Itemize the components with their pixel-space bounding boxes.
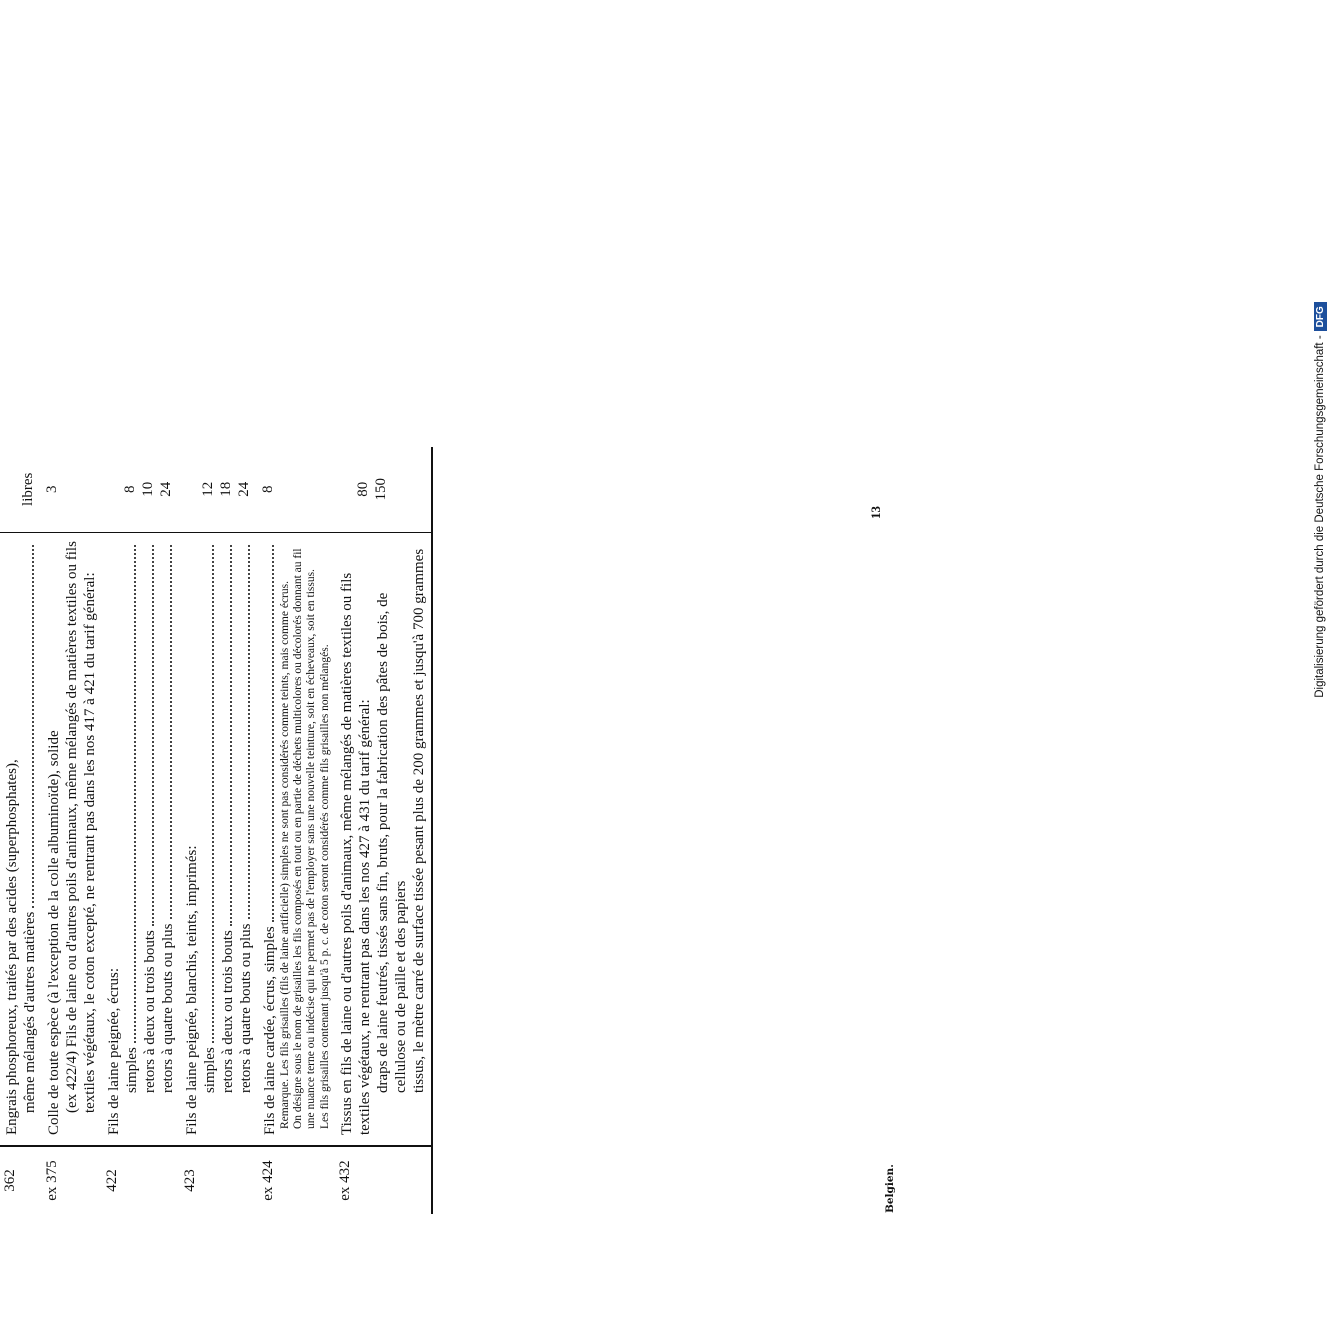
tariff-number: 423 bbox=[180, 1146, 258, 1214]
designation-line bbox=[21, 541, 39, 1135]
designation-text: retors à deux ou trois bouts bbox=[220, 930, 236, 1094]
designation-line bbox=[201, 541, 219, 1135]
designation-line: Colle de toute espèce (à l'exception de la colle albuminoïde), solide bbox=[46, 730, 62, 1136]
designation-line: Fils de laine peignée, écrus: bbox=[106, 968, 122, 1136]
dot-leader bbox=[212, 545, 214, 1043]
dot-leader bbox=[272, 545, 274, 923]
designation-cell bbox=[180, 532, 258, 1146]
tariff-number: 422 bbox=[102, 1146, 180, 1214]
designation-line bbox=[261, 541, 279, 1135]
remark-paragraph: Remarque. Les fils grisailles (fils de laine artificielle) simples ne sont pas considérés comme teints, mais comme écrus. bbox=[279, 581, 291, 1130]
designation-line: (ex 422/4) Fils de laine ou d'autres poils d'animaux, même mélangés de matières textiles ou fils textiles végétaux, le coton excepté, ne rentrant pas dans les nos 417 à 421 du tarif général: bbox=[64, 541, 98, 1114]
table-row bbox=[102, 447, 180, 1214]
designation-line bbox=[410, 541, 428, 1135]
remark-paragraph: Les fils grisailles contenant jusqu'à 5 p. c. de coton seront considérés comme fils grisailles non mélangés. bbox=[318, 644, 331, 1130]
rate-value: 3 bbox=[44, 485, 60, 494]
table-row bbox=[0, 447, 42, 1214]
rate-value: 150 bbox=[372, 478, 389, 501]
table-body bbox=[0, 447, 432, 1214]
rate-cell bbox=[335, 447, 432, 533]
side-note bbox=[1303, 5, 1326, 995]
designation-line: Engrais phosphoreux, traités par des acides (superphosphates), bbox=[4, 759, 20, 1136]
designation-text: simples bbox=[202, 1047, 218, 1094]
rate-value bbox=[103, 448, 121, 531]
remark-paragraph: On désigne sous le nom de grisailles les fils composés en tout ou en partie de déchets multicolores ou décolorés donnant au fil une nuance terne ou indécise qui ne permet pas de l'employer sans une nouvelle teinture, soit en écheveaux, soit en tissus. bbox=[292, 548, 318, 1130]
rate-value: 80 bbox=[354, 481, 371, 497]
tariff-number: 362 bbox=[0, 1146, 42, 1214]
designation-cell bbox=[0, 532, 42, 1146]
designation-line bbox=[237, 541, 255, 1135]
footer-country: Belgien. bbox=[884, 1164, 896, 1213]
tariff-number: ex 432 bbox=[335, 1146, 432, 1214]
rate-value: 8 bbox=[260, 485, 276, 494]
rate-cell bbox=[102, 447, 180, 533]
designation-text: retors à deux ou trois bouts bbox=[142, 930, 158, 1094]
tariff-number: ex 424 bbox=[258, 1146, 335, 1214]
designation-text: tissus, le mètre carré de surface tissée pesant plus de 200 grammes et jusqu'à 700 grammes bbox=[410, 548, 427, 1094]
rate-value: libres bbox=[20, 472, 36, 506]
rate-value bbox=[336, 448, 354, 531]
designation-line bbox=[219, 541, 237, 1135]
rate-value: 10 bbox=[140, 481, 156, 497]
dot-leader bbox=[248, 545, 250, 920]
dot-leader bbox=[230, 545, 232, 926]
dot-leader bbox=[170, 545, 172, 920]
rate-cell bbox=[180, 447, 258, 533]
side-note-text: Digitalisierung gefördert durch die Deutsche Forschungsgemeinschaft - bbox=[1314, 335, 1326, 698]
designation-line bbox=[123, 541, 141, 1135]
dot-leader bbox=[134, 545, 136, 1043]
footer-sheet-number: 13 bbox=[868, 506, 883, 519]
designation-cell bbox=[42, 532, 102, 1146]
rate-value: 24 bbox=[158, 481, 174, 497]
tariff-table bbox=[0, 447, 433, 1214]
designation-cell bbox=[258, 532, 335, 1146]
designation-line: Tissus en fils de laine ou d'autres poils d'animaux, même mélangés de matières textiles ou fils textiles végétaux, ne rentrant pas dans les nos 427 à 431 du tarif général: bbox=[338, 572, 373, 1136]
dot-leader bbox=[152, 545, 154, 926]
rate-value bbox=[1, 448, 19, 531]
table-row bbox=[335, 447, 432, 1214]
designation-text: simples bbox=[124, 1047, 140, 1094]
designation-line: Fils de laine peignée, blanchis, teints, imprimés: bbox=[184, 845, 200, 1136]
rate-cell bbox=[258, 447, 335, 533]
dfg-logo: DFG bbox=[1314, 302, 1327, 331]
rate-cell bbox=[0, 447, 42, 533]
designation-text: Fils de laine cardée, écrus, simples bbox=[262, 926, 278, 1136]
rate-value: 24 bbox=[236, 481, 252, 497]
designation-line bbox=[141, 541, 159, 1135]
designation-text: retors à quatre bouts ou plus bbox=[160, 923, 176, 1094]
designation-cell bbox=[102, 532, 180, 1146]
designation-line bbox=[159, 541, 177, 1135]
rate-value: 18 bbox=[218, 481, 234, 497]
side-note-inner bbox=[1310, 5, 1330, 995]
rotated-page bbox=[0, 324, 1000, 1324]
designation-text: même mélangés d'autres matières bbox=[22, 911, 38, 1114]
remark-block bbox=[279, 541, 332, 1135]
table-row bbox=[258, 447, 335, 1214]
table-row bbox=[180, 447, 258, 1214]
dot-leader bbox=[32, 545, 34, 908]
rate-value: 12 bbox=[200, 481, 216, 497]
designation-cell bbox=[335, 532, 432, 1146]
rate-value bbox=[61, 448, 79, 531]
designation-text: retors à quatre bouts ou plus bbox=[238, 923, 254, 1094]
rate-value: 8 bbox=[122, 485, 138, 494]
rate-value bbox=[181, 448, 199, 531]
designation-line: draps de laine feutrés, tissés sans fin, bruts, pour la fabrication des pâtes de bois, de cellulose ou de paille et des papiers bbox=[374, 592, 409, 1094]
tariff-number: ex 375 bbox=[42, 1146, 102, 1214]
table-row bbox=[42, 447, 102, 1214]
rate-cell bbox=[42, 447, 102, 533]
